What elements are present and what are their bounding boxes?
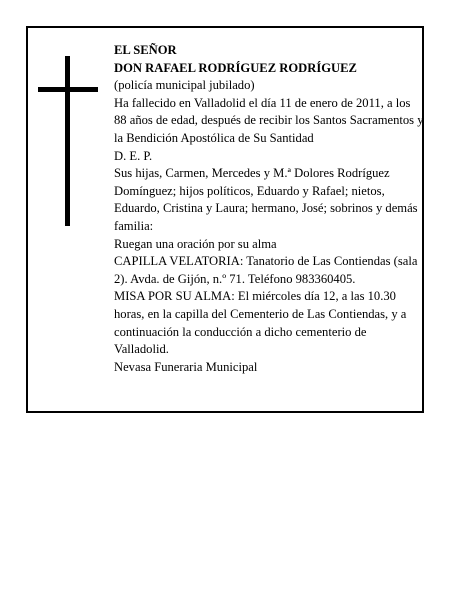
- obituary-notice: [26, 26, 424, 413]
- family-list: Sus hijas, Carmen, Mercedes y M.ª Dolores Rodríguez Domínguez; hijos políticos, Eduardo y Rafael; nietos, Eduardo, Cristina y Laura; hermano, José; sobrinos y demás familia:: [114, 166, 418, 233]
- mass-info: MISA POR SU ALMA: El miércoles día 12, a las 10.30 horas, en la capilla del Cementerio de Las Contiendas, y a continuación la conducción a dicho cementerio de Valladolid.: [114, 289, 407, 357]
- cross-vertical-bar: [65, 56, 70, 226]
- chapel-info: CAPILLA VELATORIA: Tanatorio de Las Contiendas (sala 2). Avda. de Gijón, n.º 71. Teléfono 983360405.: [114, 254, 418, 286]
- notice-title: EL SEÑOR: [114, 43, 177, 57]
- prayer-request: Ruegan una oración por su alma: [114, 236, 277, 251]
- deceased-name: DON RAFAEL RODRÍGUEZ RODRÍGUEZ: [114, 60, 357, 75]
- notice-text: [114, 42, 424, 376]
- cross-horizontal-bar: [38, 87, 98, 92]
- death-announcement: Ha fallecido en Valladolid el día 11 de enero de 2011, a los 88 años de edad, después de recibir los Santos Sacramentos y la Bendición Apostólica de Su Santidad: [114, 95, 424, 145]
- cross-icon: [38, 56, 98, 226]
- rip-line: D. E. P.: [114, 148, 153, 163]
- funeral-home: Nevasa Funeraria Municipal: [114, 359, 258, 374]
- deceased-occupation: (policía municipal jubilado): [114, 78, 255, 93]
